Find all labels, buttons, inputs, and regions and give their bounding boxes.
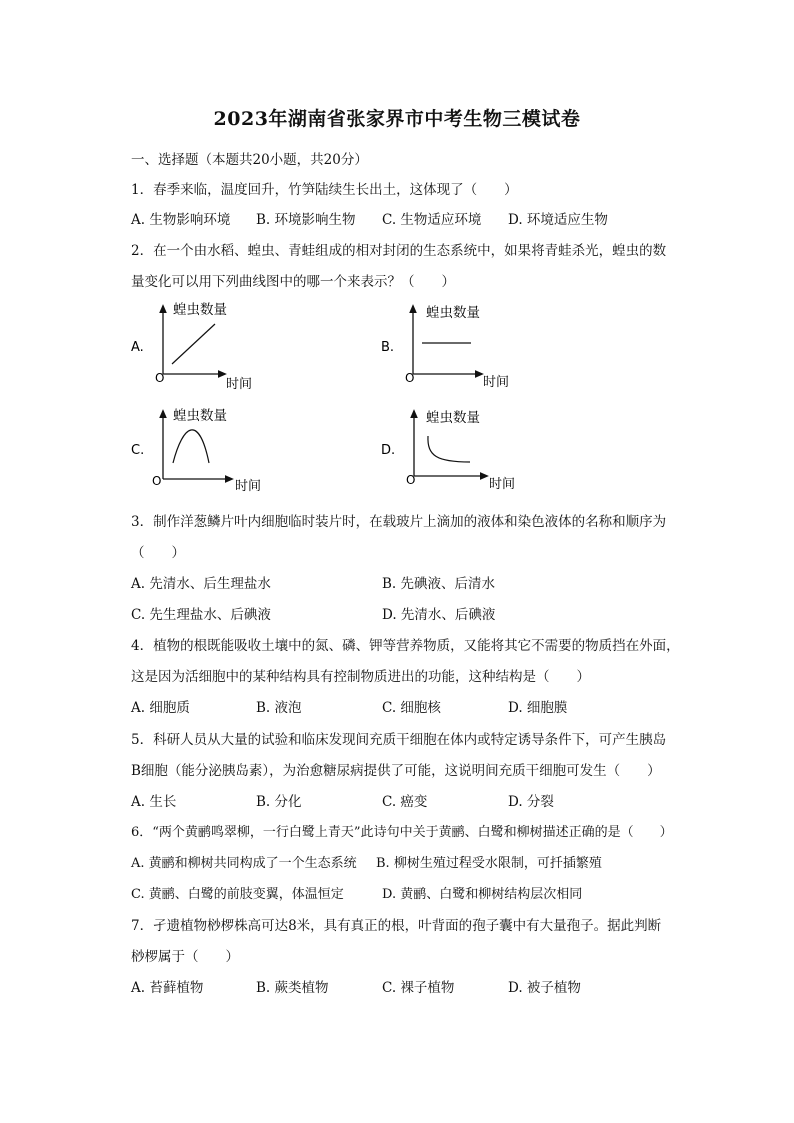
- graph-a: [131, 301, 252, 392]
- q2-graphs: [125, 296, 685, 496]
- graph-a-label: A.: [131, 340, 144, 355]
- graph-c-ylabel: 蝗虫数量: [173, 408, 227, 424]
- q5-option-b: B. 分化: [256, 794, 302, 810]
- q5-option-d: D. 分裂: [508, 794, 554, 810]
- question-1: 1．春季来临，温度回升，竹笋陆续生长出土，这体现了（ ）: [131, 182, 518, 198]
- question-7-line-1: 7．孑遗植物桫椤株高可达8米，具有真正的根，叶背面的孢子囊中有大量孢子。据此判断: [131, 918, 662, 934]
- q1-option-d: D. 环境适应生物: [508, 212, 608, 228]
- graph-b-ylabel: 蝗虫数量: [426, 305, 480, 321]
- q4-option-b: B. 液泡: [256, 700, 302, 716]
- section-heading: 一、选择题（本题共20小题，共20分）: [131, 152, 368, 168]
- question-4-line-1: 4．植物的根既能吸收土壤中的氮、磷、钾等营养物质，又能将其它不需要的物质挡在外面，: [131, 638, 680, 654]
- q3-option-c: C. 先生理盐水、后碘液: [131, 607, 271, 623]
- q3-option-d: D. 先清水、后碘液: [382, 607, 496, 623]
- graph-a-origin: O: [155, 371, 165, 385]
- q7-option-a: A. 苔藓植物: [131, 980, 204, 996]
- q1-option-c: C. 生物适应环境: [382, 212, 482, 228]
- q5-option-a: A. 生长: [131, 794, 177, 810]
- graph-b: [381, 304, 509, 390]
- graph-a-ylabel: 蝗虫数量: [173, 302, 227, 318]
- question-7-line-2: 桫椤属于（ ）: [131, 949, 239, 965]
- graph-c-curve: [173, 430, 209, 463]
- question-4-line-2: 这是因为活细胞中的某种结构具有控制物质进出的功能，这种结构是（ ）: [131, 669, 590, 685]
- q1-option-a: A. 生物影响环境: [131, 212, 231, 228]
- graph-a-xlabel: 时间: [226, 377, 253, 392]
- graph-c-label: C.: [131, 443, 145, 458]
- graph-b-label: B.: [381, 340, 395, 355]
- q4-option-a: A. 细胞质: [131, 700, 190, 716]
- question-3-line-2: （ ）: [131, 545, 185, 561]
- graph-d-xlabel: 时间: [489, 477, 516, 492]
- graph-d-curve: [428, 436, 470, 462]
- q7-option-c: C. 裸子植物: [382, 980, 455, 996]
- q6-option-a: A. 黄鹂和柳树共同构成了一个生态系统: [131, 856, 357, 871]
- question-2-line-1: 2．在一个由水稻、蝗虫、青蛙组成的相对封闭的生态系统中，如果将青蛙杀光，蝗虫的数: [131, 243, 667, 259]
- q1-option-b: B. 环境影响生物: [256, 212, 356, 228]
- q7-option-d: D. 被子植物: [508, 980, 581, 996]
- graph-c-origin: O: [152, 474, 162, 488]
- question-5-line-1: 5．科研人员从大量的试验和临床发现间充质干细胞在体内或特定诱导条件下，可产生胰岛: [131, 732, 667, 748]
- graph-c: [131, 407, 261, 494]
- q5-option-c: C. 癌变: [382, 794, 428, 810]
- q6-option-d: D. 黄鹂、白鹭和柳树结构层次相同: [382, 887, 583, 902]
- q6-option-b: B. 柳树生殖过程受水限制，可扦插繁殖: [376, 856, 602, 871]
- question-3-line-1: 3．制作洋葱鳞片叶内细胞临时装片时，在载玻片上滴加的液体和染色液体的名称和顺序为: [131, 514, 667, 530]
- graph-c-xlabel: 时间: [235, 479, 262, 494]
- q4-option-d: D. 细胞膜: [508, 700, 568, 716]
- question-2-line-2: 量变化可以用下列曲线图中的哪一个来表示？（ ）: [131, 274, 455, 290]
- graph-d: [381, 409, 515, 492]
- graph-d-origin: O: [406, 473, 416, 487]
- q3-option-a: A. 先清水、后生理盐水: [131, 576, 271, 592]
- question-5-line-2: B细胞（能分泌胰岛素），为治愈糖尿病提供了可能，这说明间充质干细胞可发生（ ）: [131, 763, 661, 779]
- graph-b-xlabel: 时间: [483, 375, 510, 390]
- graph-a-curve: [172, 324, 215, 364]
- graph-d-ylabel: 蝗虫数量: [426, 410, 480, 426]
- q3-option-b: B. 先碘液、后清水: [382, 576, 496, 592]
- question-6: 6．“两个黄鹂鸣翠柳，一行白鹭上青天”此诗句中关于黄鹂、白鹭和柳树描述正确的是（ ）: [131, 825, 673, 840]
- q7-option-b: B. 蕨类植物: [256, 980, 329, 996]
- q4-option-c: C. 细胞核: [382, 700, 441, 716]
- graph-b-origin: O: [405, 371, 415, 385]
- q6-option-c: C. 黄鹂、白鹭的前肢变翼，体温恒定: [131, 887, 344, 902]
- graph-d-label: D.: [381, 443, 396, 458]
- exam-title: 2023年湖南省张家界市中考生物三模试卷: [213, 108, 581, 130]
